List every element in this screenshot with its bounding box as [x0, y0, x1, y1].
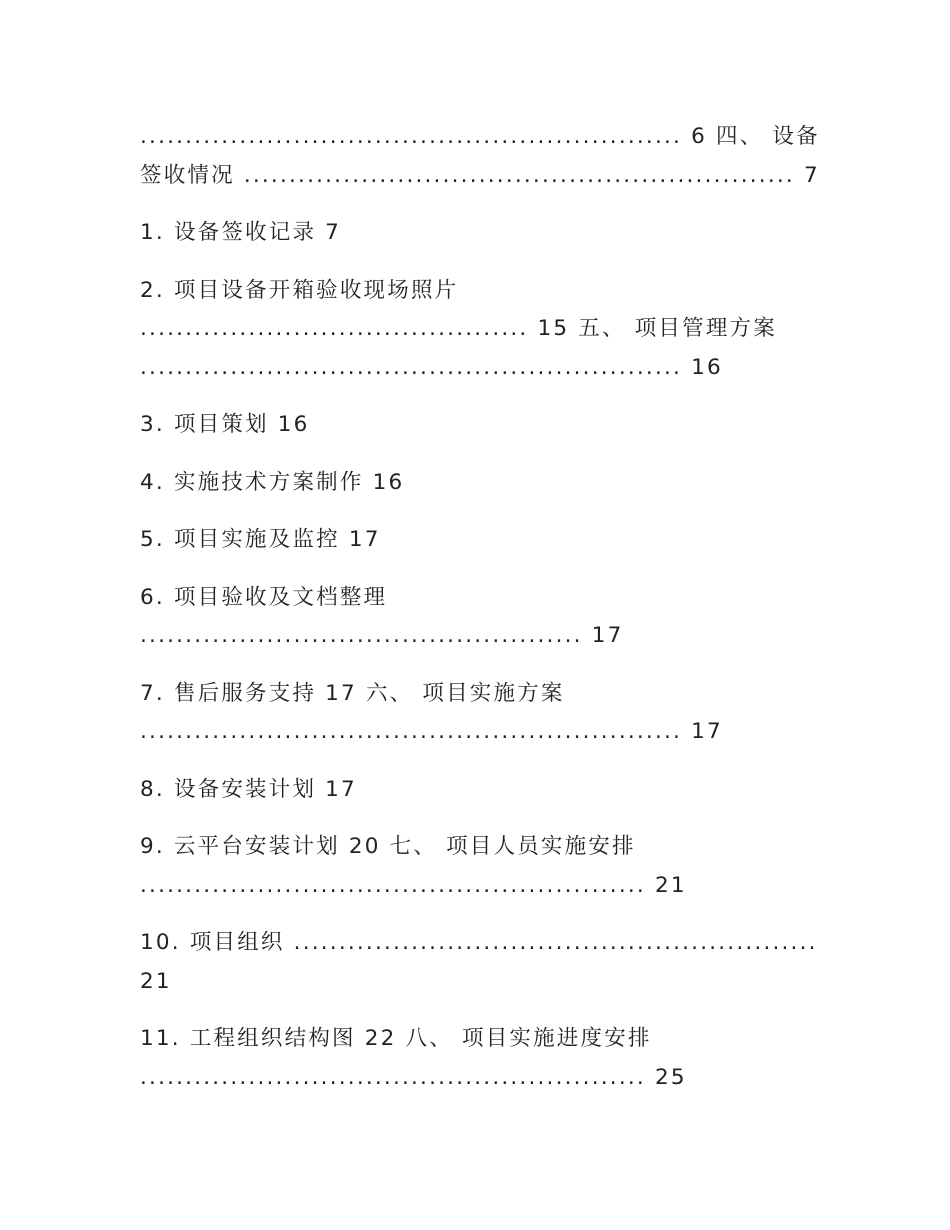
toc-entry-4	[140, 464, 810, 503]
toc-line: 3. 项目策划 16	[140, 412, 310, 437]
toc-line: 1. 设备签收记录 7	[140, 220, 342, 245]
table-of-contents	[140, 118, 820, 1116]
toc-entry-9	[140, 828, 810, 905]
toc-line: ................................................. 17	[140, 623, 624, 648]
toc-entry-5	[140, 521, 810, 560]
toc-line: ............................................................ 6 四、 设备	[140, 124, 820, 149]
toc-entry-10	[140, 924, 818, 1001]
toc-entry-6	[140, 579, 810, 656]
toc-line: 21	[140, 968, 172, 994]
toc-line: ........................................................ 25	[140, 1064, 687, 1090]
toc-line: 8. 设备安装计划 17	[140, 776, 357, 802]
toc-line: 2. 项目设备开箱验收现场照片	[140, 277, 459, 303]
toc-line: 签收情况 ............................................................. 7	[140, 162, 820, 188]
toc-entry-1	[140, 214, 810, 253]
toc-line: ........................................... 15 五、 项目管理方案	[140, 316, 777, 341]
toc-line: 10. 项目组织 ..........................................................	[140, 930, 818, 955]
toc-line: 7. 售后服务支持 17 六、 项目实施方案	[140, 680, 565, 706]
toc-line: 4. 实施技术方案制作 16	[140, 469, 405, 495]
toc-line: 11. 工程组织结构图 22 八、 项目实施进度安排	[140, 1026, 652, 1051]
toc-entry-8	[140, 771, 810, 810]
toc-line: ........................................................ 21	[140, 872, 687, 898]
toc-entry-11	[140, 1020, 810, 1097]
toc-entry-7	[140, 675, 810, 752]
toc-line: 5. 项目实施及监控 17	[140, 527, 381, 552]
toc-entry-equipment-signoff	[140, 118, 820, 195]
toc-line: 9. 云平台安装计划 20 七、 项目人员实施安排	[140, 834, 636, 859]
toc-entry-3	[140, 406, 810, 445]
toc-entry-2	[140, 272, 810, 388]
toc-line: ............................................................ 16	[140, 354, 723, 380]
toc-line: ............................................................ 17	[140, 719, 723, 744]
toc-line: 6. 项目验收及文档整理	[140, 584, 388, 610]
